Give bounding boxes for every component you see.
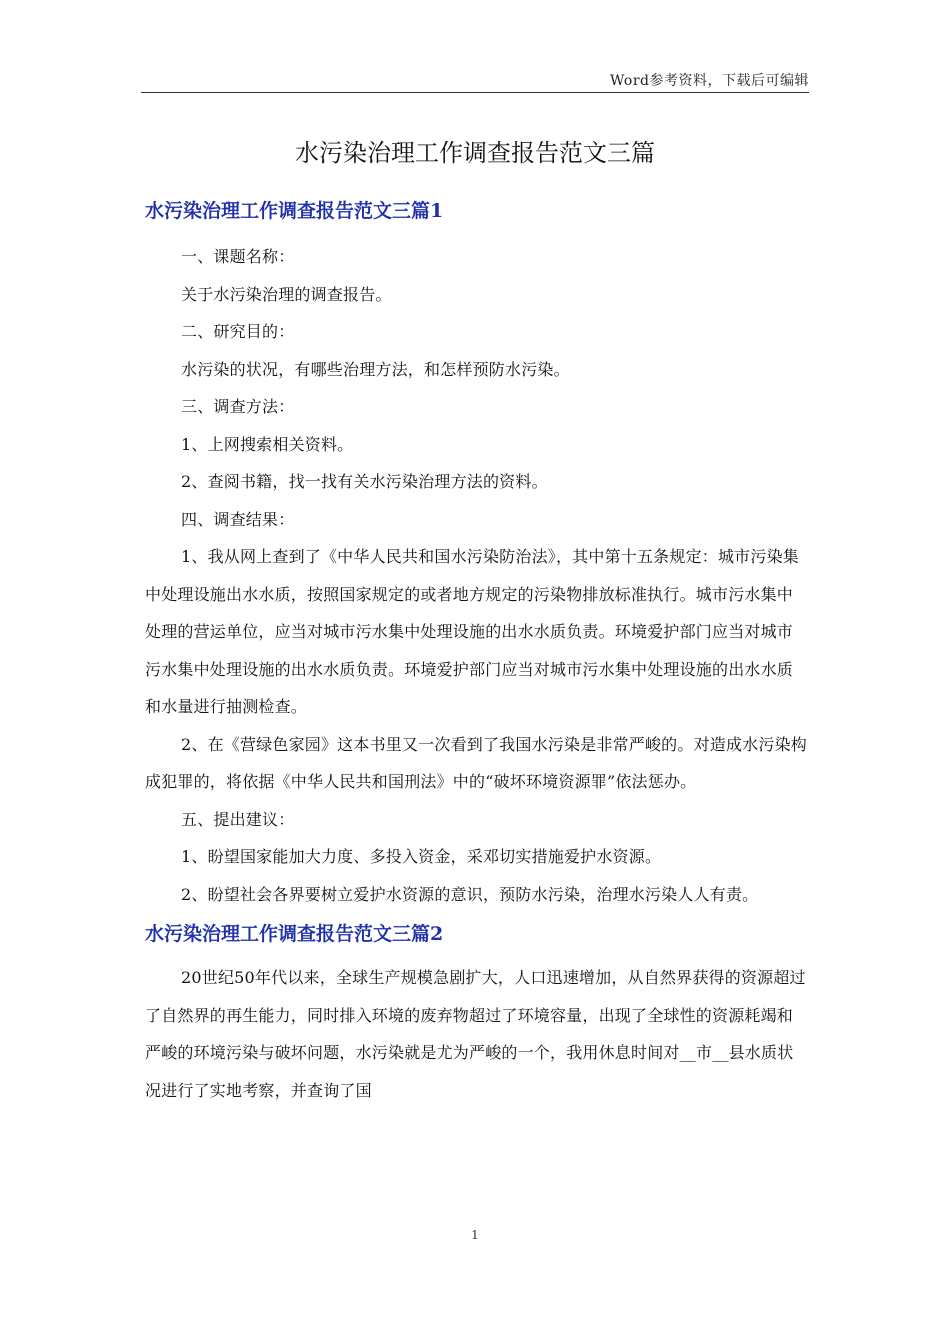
paragraph: 关于水污染治理的调查报告。 — [181, 284, 392, 304]
paragraph: 三、调查方法： — [181, 397, 295, 416]
paragraph: 2、查阅书籍，找一找有关水污染治理方法的资料。 — [181, 472, 548, 491]
paragraph: 五、提出建议： — [181, 809, 295, 829]
paragraph: 二、研究目的： — [181, 322, 295, 341]
paragraph: 1、我从网上查到了《中华人民共和国水污染防治法》，其中第十五条规定：城市污染集中处理设施出水水质，按照国家规定的或者地方规定的污染物排放标准执行。城市污水集中处理的营运单位，应当对城市污水集中处理设施的出水水质负责。环境爱护部门应当对城市污水集中处理设施的出水水质负责。环境爱护部门应当对城市污水集中处理设施的出水水质和水量进行抽测检查。 — [145, 547, 799, 716]
document-body — [145, 196, 809, 1109]
page-number: 1 — [471, 1228, 479, 1242]
section-heading-2[interactable]: 水污染治理工作调查报告范文三篇2 — [145, 923, 444, 945]
document-title: 水污染治理工作调查报告范文三篇 — [295, 139, 655, 167]
header-note: Word参考资料，下载后可编辑 — [609, 73, 809, 89]
paragraph: 2、在《营绿色家园》这本书里又一次看到了我国水污染是非常严峻的。对造成水污染构成犯罪的，将依据《中华人民共和国刑法》中的“破坏环境资源罪”依法惩办。 — [145, 734, 807, 791]
paragraph: 1、盼望国家能加大力度、多投入资金，采邓切实措施爱护水资源。 — [181, 847, 662, 866]
paragraph: 四、调查结果： — [181, 509, 295, 529]
paragraph: 1、上网搜索相关资料。 — [181, 434, 354, 454]
paragraph: 20世纪50年代以来，全球生产规模急剧扩大，人口迅速增加，从自然界获得的资源超过了自然界的再生能力，同时排入环境的废弃物超过了环境容量，出现了全球性的资源耗竭和严峻的环境污染与破坏问题，水污染就是尤为严峻的一个，我用休息时间对__市__县水质状况进行了实地考察，并查询了国 — [145, 968, 806, 1100]
paragraph: 水污染的状况，有哪些治理方法，和怎样预防水污染。 — [181, 359, 570, 379]
paragraph: 一、课题名称： — [181, 247, 295, 266]
section-heading-1[interactable]: 水污染治理工作调查报告范文三篇1 — [145, 200, 444, 222]
header-divider — [141, 92, 809, 93]
paragraph: 2、盼望社会各界要树立爱护水资源的意识，预防水污染，治理水污染人人有责。 — [181, 884, 759, 904]
